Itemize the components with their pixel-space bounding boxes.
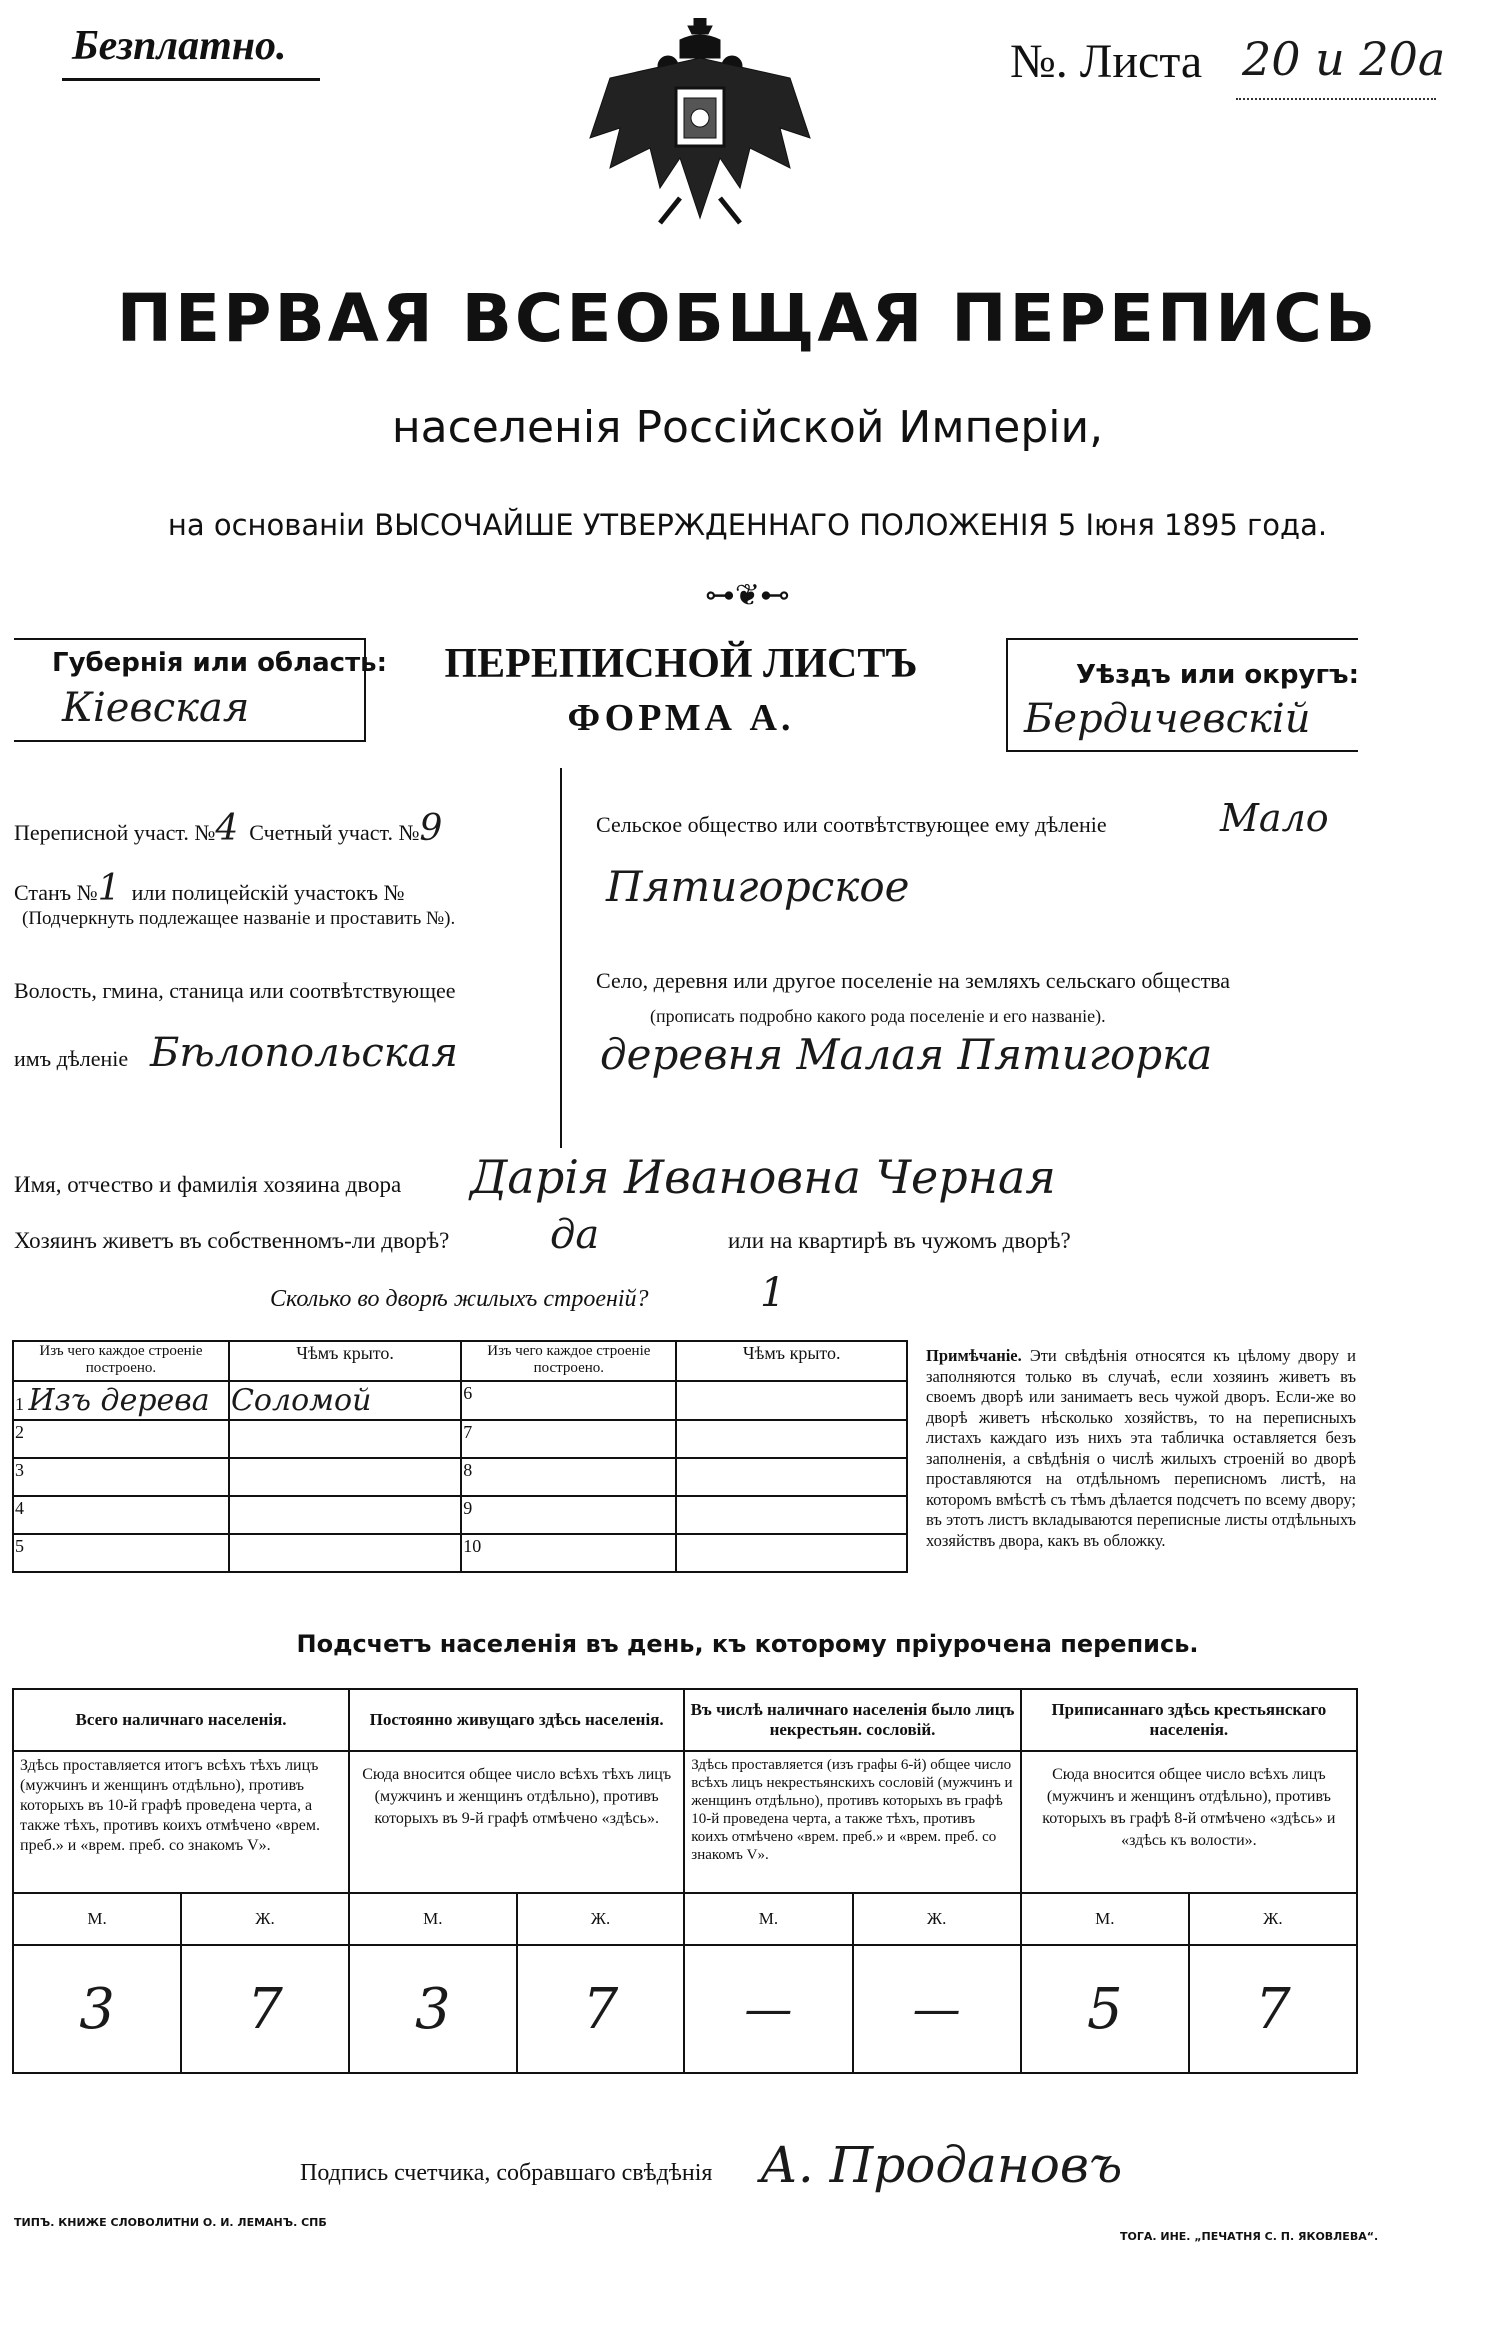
- table-row: 6: [461, 1381, 676, 1420]
- pop-col-1-desc: Здѣсь проставляется итогъ всѣхъ тѣхъ лицъ (мужчинъ и женщинъ отдѣльно), противъ которыхъ въ 10-й графѣ проведена черта, а также тѣхъ, противъ коихъ отмѣчено «врем. преб.» и «врем. преб. со знакомъ V».: [13, 1751, 349, 1893]
- printer-left: ТИПЪ. КНИЖЕ СЛОВОЛИТНИ О. И. ЛЕМАНЪ. СПБ: [14, 2216, 327, 2229]
- note-title: Примѣчаніе.: [926, 1346, 1022, 1365]
- owner-name-label: Имя, отчество и фамилія хозяина двора: [14, 1172, 402, 1197]
- pop-value-2-m: 3: [349, 1945, 517, 2073]
- table-row: 2: [13, 1420, 229, 1458]
- volost-label-2: имъ дѣленіе: [14, 1046, 129, 1071]
- f-label: Ж.: [1189, 1893, 1357, 1945]
- pop-value-3-f: —: [853, 1945, 1021, 2073]
- police-area-label: или полицейскій участокъ №: [131, 880, 405, 905]
- form-subtitle: ФОРМА А.: [567, 697, 795, 739]
- table-row: 4: [13, 1496, 229, 1534]
- table-row: 9: [461, 1496, 676, 1534]
- table-row: 1 Изъ дерева: [13, 1381, 229, 1420]
- pop-col-1-header: Всего наличнаго населенія.: [13, 1689, 349, 1751]
- ornament-divider: ⊶❦⊷: [704, 578, 791, 613]
- table-row: 5: [13, 1534, 229, 1572]
- f-label: Ж.: [517, 1893, 685, 1945]
- col-roof-header: Чѣмъ крыто.: [229, 1341, 461, 1381]
- buildings-table: Изъ чего каждое строеніе построено. Чѣмъ крыто. Изъ чего каждое строеніе построено. Чѣмъ крыто. 1 Изъ дерева Соломой 6 2 7 3 8 4 9 5 10: [12, 1340, 908, 1573]
- rent-label: или на квартирѣ въ чужомъ дворѣ?: [728, 1228, 1071, 1253]
- village-label: Село, деревня или другое поселеніе на земляхъ сельскаго общества: [596, 968, 1231, 993]
- page-title: ПЕРВАЯ ВСЕОБЩАЯ ПЕРЕПИСЬ: [116, 280, 1379, 357]
- district-label: Уѣздъ или округъ:: [1076, 660, 1359, 690]
- table-row: 8: [461, 1458, 676, 1496]
- pop-value-4-f: 7: [1189, 1945, 1357, 2073]
- district-value: Бердичевскій: [1024, 696, 1311, 742]
- village-value: деревня Малая Пятигорка: [600, 1030, 1213, 1079]
- col-roof-header-2: Чѣмъ крыто.: [676, 1341, 907, 1381]
- stan-label: Станъ №: [14, 880, 98, 905]
- buildings-label: Сколько во дворѣ жилыхъ строеній?: [270, 1286, 649, 1312]
- form-title: ПЕРЕПИСНОЙ ЛИСТЪ: [444, 641, 918, 687]
- pop-value-2-f: 7: [517, 1945, 685, 2073]
- population-title: Подсчетъ населенія въ день, къ которому пріурочена перепись.: [296, 1630, 1199, 1658]
- province-label: Губернія или область:: [52, 648, 387, 678]
- sheet-number-label: №. Листа: [1010, 35, 1203, 88]
- stan-value: 1: [97, 868, 121, 909]
- note-block: [926, 1346, 1356, 1551]
- pop-col-4-desc: Сюда вносится общее число всѣхъ лицъ (мужчинъ и женщинъ отдѣльно), противъ которыхъ въ графѣ 8-й отмѣчено «здѣсь» и «здѣсь къ волости».: [1021, 1751, 1357, 1893]
- m-label: М.: [349, 1893, 517, 1945]
- pop-value-3-m: —: [684, 1945, 852, 2073]
- signature-value: А. Продановъ: [760, 2136, 1123, 2194]
- imperial-eagle-emblem: [580, 18, 820, 238]
- col-material-header-2: Изъ чего каждое строеніе построено.: [461, 1341, 676, 1381]
- f-label: Ж.: [181, 1893, 349, 1945]
- m-label: М.: [1021, 1893, 1189, 1945]
- m-label: М.: [684, 1893, 852, 1945]
- f-label: Ж.: [853, 1893, 1021, 1945]
- pop-value-1-f: 7: [181, 1945, 349, 2073]
- table-row: 10: [461, 1534, 676, 1572]
- pop-value-1-m: 3: [13, 1945, 181, 2073]
- society-value-2: Пятигорское: [606, 862, 910, 911]
- own-yard-value: да: [550, 1212, 600, 1258]
- note-text: Эти свѣдѣнія относятся къ цѣлому двору и заполняются только въ случаѣ, если хозяинъ живетъ въ своемъ дворѣ или занимаетъ весь чужой дворъ. Если-же во дворѣ живетъ нѣсколько хозяйствъ, то на переписныхъ листахъ каждаго изъ нихъ эта табличка оставляется безъ заполненія, а свѣдѣнія о числѣ жилыхъ строеній во дворѣ проставляются на отдѣльномъ переписномъ листѣ, на которомъ вмѣстѣ съ тѣмъ дѣлается подсчетъ по всему двору; въ этотъ листъ вкладываются переписные листы отдѣльныхъ хозяйствъ двора, какъ въ обложку.: [926, 1346, 1356, 1550]
- pop-col-2-desc: Сюда вносится общее число всѣхъ тѣхъ лицъ (мужчинъ и женщинъ отдѣльно), противъ которыхъ въ 9-й графѣ отмѣчено «здѣсь».: [349, 1751, 684, 1893]
- own-yard-label: Хозяинъ живетъ въ собственномъ-ли дворѣ?: [14, 1228, 450, 1253]
- village-note: (прописать подробно какого рода поселеніе и его названіе).: [650, 1006, 1106, 1026]
- owner-name-value: Дарія Ивановна Черная: [470, 1150, 1056, 1204]
- volost-label-1: Волость, гмина, станица или соотвѣтствующее: [14, 978, 456, 1003]
- pop-col-4-header: Приписаннаго здѣсь крестьянскаго населенія.: [1021, 1689, 1357, 1751]
- buildings-value: 1: [760, 1270, 786, 1316]
- underline-note: (Подчеркнуть подлежащее названіе и проставить №).: [22, 908, 456, 929]
- pop-col-3-header: Въ числѣ наличнаго населенія было лицъ некрестьян. сословій.: [684, 1689, 1020, 1751]
- society-label: Сельское общество или соотвѣтствующее ему дѣленіе: [596, 812, 1107, 837]
- col-material-header: Изъ чего каждое строеніе построено.: [13, 1341, 229, 1381]
- pop-col-3-desc: Здѣсь проставляется (изъ графы 6-й) общее число всѣхъ лицъ некрестьянскихъ сословій (мужчинъ и женщинъ отдѣльно), противъ которыхъ въ графѣ 10-й проведена черта, а также тѣхъ, противъ коихъ отмѣчено «врем. преб.» и «врем. преб. со знакомъ V».: [684, 1751, 1020, 1893]
- m-label: М.: [13, 1893, 181, 1945]
- table-row: 3: [13, 1458, 229, 1496]
- pop-col-2-header: Постоянно живущаго здѣсь населенія.: [349, 1689, 684, 1751]
- population-table: [12, 1688, 1358, 2074]
- society-value-1: Мало: [1220, 796, 1329, 840]
- basis-line: на основаніи ВЫСОЧАЙШЕ УТВЕРЖДЕННАГО ПОЛОЖЕНІЯ 5 Іюня 1895 года.: [167, 508, 1328, 542]
- sheet-number-value: 20 и 20а: [1242, 32, 1446, 86]
- printer-right: ТОГА. ИНЕ. „ПЕЧАТНЯ С. П. ЯКОВЛЕВА“.: [1120, 2230, 1379, 2243]
- free-label: Безплатно.: [72, 23, 287, 69]
- census-area-value: 4: [215, 808, 239, 849]
- signature-label: Подпись счетчика, собравшаго свѣдѣнія: [300, 2160, 713, 2186]
- volost-value: Бѣлопольская: [150, 1030, 458, 1076]
- census-area-label: Переписной участ. №: [14, 820, 216, 845]
- province-value: Кіевская: [62, 685, 250, 731]
- pop-value-4-m: 5: [1021, 1945, 1189, 2073]
- count-area-label: Счетный участ. №: [249, 820, 420, 845]
- count-area-value: 9: [419, 808, 443, 849]
- page-subtitle: населенія Россійской Имперіи,: [391, 402, 1104, 453]
- table-row: 7: [461, 1420, 676, 1458]
